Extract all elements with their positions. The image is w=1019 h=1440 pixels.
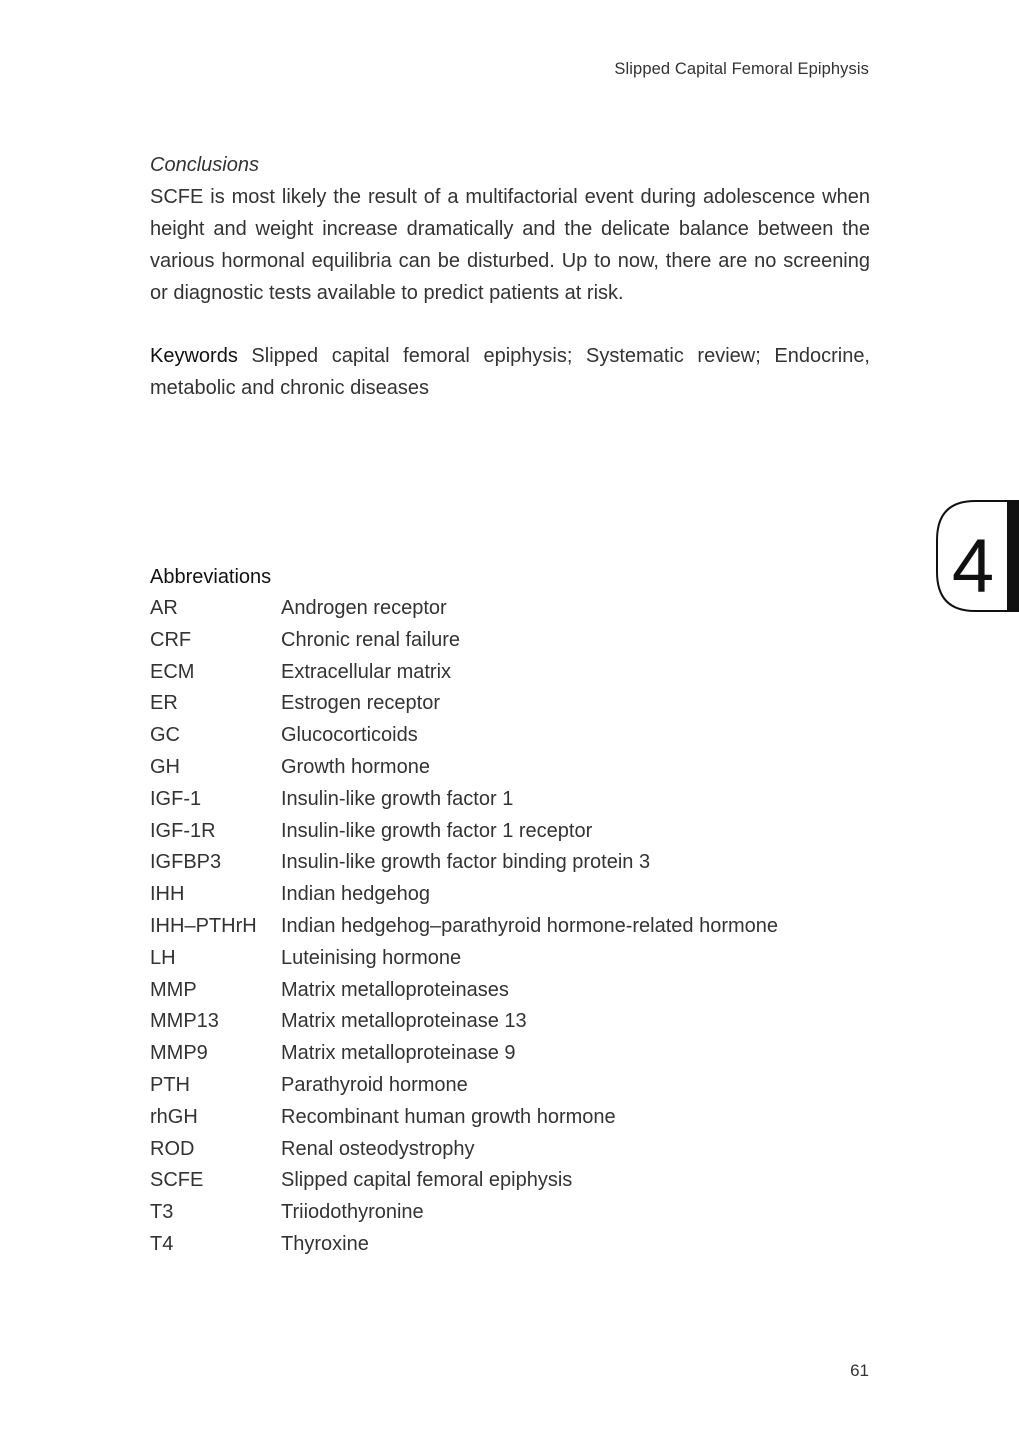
abbreviation-term: ER [150,692,178,715]
main-content [150,150,870,404]
abbreviation-row [150,911,870,943]
chapter-tab [935,500,1019,612]
abbreviation-row [150,657,870,689]
abbreviation-term: LH [150,946,176,969]
chapter-number: 4 [951,524,995,609]
abbreviation-row [150,847,870,879]
abbreviation-definition: Luteinising hormone [281,946,462,969]
abbreviation-row [150,593,870,625]
abbreviation-row [150,688,870,720]
abbreviation-row [150,1102,870,1134]
abbreviation-row [150,625,870,657]
abbreviation-definition: Glucocorticoids [281,724,418,747]
abbreviation-row [150,1197,870,1229]
abbreviation-term: ROD [150,1137,195,1160]
abbreviation-definition: Recombinant human growth hormone [281,1105,616,1128]
abbreviation-row [150,720,870,752]
abbreviation-definition: Estrogen receptor [281,692,440,715]
abbreviation-term: IHH [150,883,185,906]
conclusions-heading: Conclusions [150,154,259,176]
abbreviation-term: IGF-1R [150,819,216,842]
abbreviation-term: T3 [150,1201,174,1224]
abbreviation-row [150,1229,870,1261]
abbreviation-definition: Extracellular matrix [281,660,452,683]
abbreviation-term: CRF [150,628,192,651]
abbreviation-definition: Matrix metalloproteinase 13 [281,1010,527,1033]
running-header: Slipped Capital Femoral Epiphysis [614,60,869,78]
abbreviation-term: AR [150,597,178,619]
page-number: 61 [850,1361,869,1380]
abbreviation-definition: Slipped capital femoral epiphysis [281,1169,573,1192]
keywords-text: Slipped capital femoral epiphysis; Systematic review; Endocrine, metabolic and chronic diseases [150,345,870,399]
abbreviation-definition: Parathyroid hormone [281,1073,468,1096]
keywords-label: Keywords [150,345,238,367]
abbreviation-term: GC [150,724,180,747]
abbreviation-definition: Chronic renal failure [281,628,460,651]
abbreviation-definition: Insulin-like growth factor 1 receptor [281,819,593,842]
abbreviation-row [150,1134,870,1166]
abbreviation-term: T4 [150,1232,174,1255]
abbreviation-definition: Insulin-like growth factor 1 [281,787,514,810]
abbreviation-term: IHH–PTHrH [150,914,257,937]
abbreviation-row [150,752,870,784]
conclusions-paragraph: SCFE is most likely the result of a multifactorial event during adolescence when height and weight increase dramatically and the delicate balance between the various hormonal equilibria can be disturbed. Up to now, there are no screening or diagnostic tests available to predict patients at risk. [150,186,870,304]
abbreviation-row [150,943,870,975]
abbreviation-row [150,816,870,848]
abbreviation-term: rhGH [150,1105,198,1128]
abbreviation-term: MMP13 [150,1010,219,1033]
abbreviation-term: MMP [150,978,197,1001]
abbreviation-term: GH [150,755,180,778]
abbreviation-definition: Indian hedgehog [281,883,431,906]
abbreviations-section [150,562,870,1261]
abbreviation-definition: Indian hedgehog–parathyroid hormone-related hormone [281,914,779,937]
abbreviation-definition: Matrix metalloproteinases [281,978,509,1001]
abbreviation-definition: Matrix metalloproteinase 9 [281,1042,516,1065]
abbreviation-definition: Insulin-like growth factor binding protein 3 [281,851,651,874]
abbreviation-row [150,975,870,1007]
abbreviation-term: SCFE [150,1169,204,1192]
abbreviation-row [150,784,870,816]
abbreviation-row [150,1006,870,1038]
abbreviation-row [150,1070,870,1102]
abbreviation-definition: Androgen receptor [281,597,447,619]
abbreviation-row [150,879,870,911]
abbreviation-row [150,1165,870,1197]
abbreviation-term: MMP9 [150,1042,208,1065]
abbreviation-term: ECM [150,660,195,683]
abbreviations-list [150,593,870,1261]
abbreviation-term: IGFBP3 [150,851,222,874]
abbreviation-row [150,1038,870,1070]
abbreviation-definition: Thyroxine [281,1232,369,1255]
abbreviation-term: IGF-1 [150,787,202,810]
keywords-block [150,340,870,404]
abbreviation-definition: Renal osteodystrophy [281,1137,475,1160]
abbreviation-term: PTH [150,1073,190,1096]
abbreviation-definition: Triiodothyronine [281,1201,424,1224]
abbreviation-definition: Growth hormone [281,755,430,778]
abbreviations-heading: Abbreviations [150,566,272,588]
